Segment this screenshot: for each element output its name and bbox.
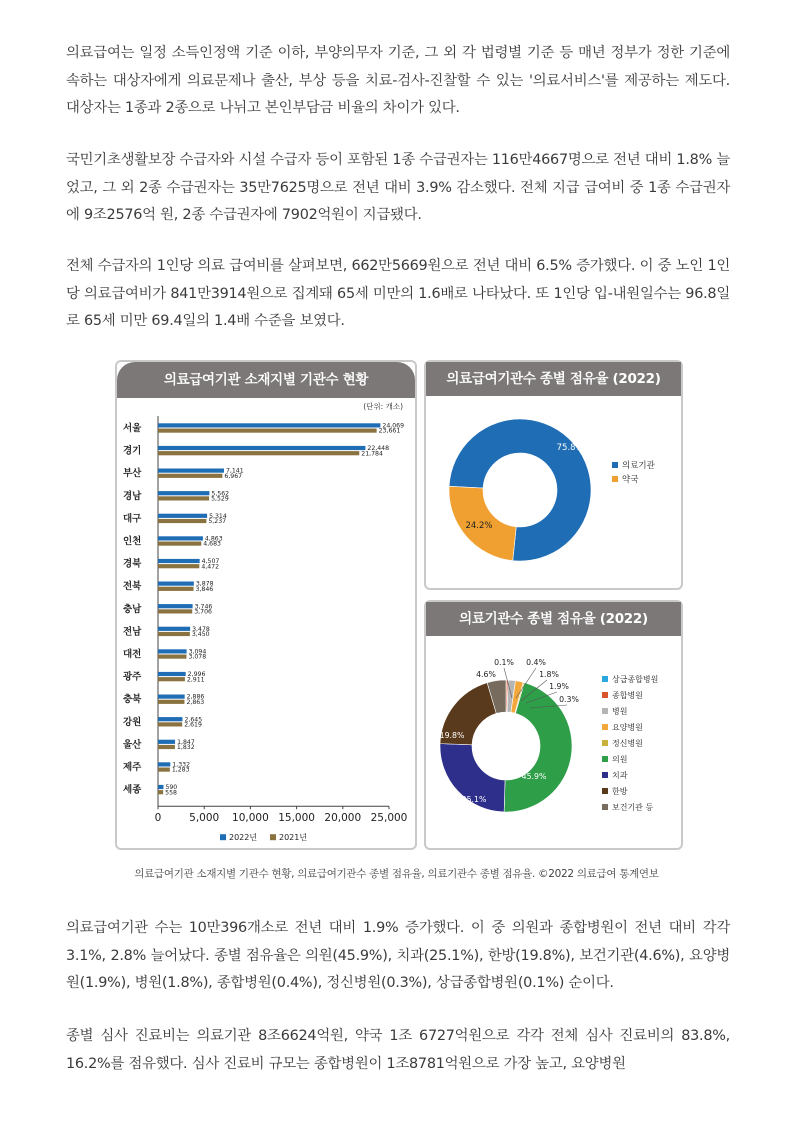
donut-2-legend-label: 요양병원 — [612, 723, 643, 732]
bar-value-label: 1,283 — [171, 766, 190, 774]
bar-2022 — [158, 582, 194, 586]
bar-value-label: 2,911 — [186, 676, 205, 684]
bar-value-label: 7,141 — [225, 467, 244, 475]
bar-2021 — [158, 429, 377, 433]
bar-2021 — [158, 790, 163, 794]
bar-value-label: 4,472 — [201, 563, 220, 571]
donut-2-legend-label: 보건기관 등 — [612, 803, 654, 812]
bar-category-label: 부산 — [123, 468, 142, 480]
donut-2-value-label: 0.3% — [559, 695, 579, 704]
paragraph-recipients: 국민기초생활보장 수급자와 시설 수급자 등이 포함된 1종 수급권자는 116만4667명으로 전년 대비 1.8% 늘었고, 그 외 2종 수급권자는 35만7625명으로 전년 대비 3.9% 감소했다. 전체 지급 급여비 중 1종 수급권자에 9조2576억 원, 2종 수급권자에 7902억원이 지급됐다. — [66, 152, 730, 223]
bar-value-label: 3,078 — [188, 653, 207, 661]
donut-2-legend-swatch — [602, 676, 608, 682]
bar-2021 — [158, 632, 190, 636]
bar-2021 — [158, 677, 185, 681]
bar-2021 — [158, 542, 201, 546]
bar-value-label: 3,878 — [195, 580, 214, 588]
bar-2022 — [158, 469, 224, 473]
bar-category-label: 충남 — [123, 603, 142, 615]
bar-2022 — [158, 627, 190, 631]
bar-category-label: 제주 — [123, 762, 142, 773]
donut-chart-panel-1 — [424, 360, 683, 590]
bar-category-label: 강원 — [123, 716, 142, 728]
bar-value-label: 590 — [165, 784, 178, 792]
donut-2-legend-swatch — [602, 692, 608, 698]
donut-2-legend-swatch — [602, 804, 608, 810]
bar-2021 — [158, 496, 209, 500]
bar-value-label: 4,863 — [204, 535, 223, 543]
bar-value-label: 23,661 — [378, 427, 401, 435]
donut-2-legend-label: 치과 — [612, 771, 628, 780]
donut-2-value-label: 1.8% — [539, 670, 559, 679]
bar-2021 — [158, 700, 184, 704]
donut-2-legend-swatch — [602, 772, 608, 778]
bar-value-label: 2,645 — [184, 716, 203, 724]
legend-swatch-2021 — [270, 834, 276, 840]
bar-chart — [117, 362, 415, 848]
x-tick-label: 20,000 — [324, 812, 362, 825]
bar-2021 — [158, 474, 222, 478]
donut-2-legend-label: 한방 — [612, 787, 628, 796]
bar-2022 — [158, 536, 203, 540]
donut-1-legend-swatch — [612, 462, 618, 468]
donut-2-value-label: 19.8% — [439, 731, 465, 740]
legend-swatch-2022 — [220, 834, 226, 840]
donut-1-value-label: 75.8% — [556, 443, 584, 454]
bar-category-label: 광주 — [123, 671, 142, 683]
donut-chart-1-title: 의료급여기관수 종별 점유율 (2022) — [426, 362, 681, 396]
bar-value-label: 5,237 — [208, 518, 227, 526]
bar-category-label: 경북 — [123, 558, 142, 570]
bar-category-label: 충북 — [123, 694, 142, 706]
donut-2-legend-swatch — [602, 756, 608, 762]
donut-1-value-label: 24.2% — [465, 521, 493, 532]
bar-value-label: 558 — [165, 789, 177, 797]
bar-value-label: 5,314 — [209, 512, 227, 520]
bar-value-label: 22,448 — [367, 445, 390, 453]
bar-value-label: 3,094 — [188, 648, 207, 656]
bar-value-label: 3,746 — [194, 603, 213, 611]
bar-2021 — [158, 609, 192, 613]
bar-2022 — [158, 649, 187, 653]
bar-2021 — [158, 587, 194, 591]
bar-2022 — [158, 446, 365, 450]
donut-2-legend-label: 상급종합병원 — [612, 675, 659, 684]
donut-1-legend-swatch — [612, 476, 618, 482]
donut-2-value-label: 45.9% — [521, 772, 547, 781]
bar-value-label: 3,706 — [194, 608, 212, 616]
bar-category-label: 전북 — [123, 581, 142, 593]
bar-value-label: 2,619 — [184, 721, 202, 729]
bar-category-label: 대전 — [123, 649, 142, 660]
bar-2021 — [158, 722, 182, 726]
bar-2022 — [158, 672, 186, 676]
bar-category-label: 인천 — [123, 536, 142, 547]
bar-2022 — [158, 762, 170, 766]
paragraph-review-costs: 종별 심사 진료비는 의료기관 8조6624억원, 약국 1조 6727억원으로 각각 전체 심사 진료비의 83.8%, 16.2%를 점유했다. 심사 진료비 규모는 종합병원이 1조8781억원으로 가장 높고, 요양병원 — [66, 1028, 730, 1072]
bar-value-label: 4,507 — [201, 558, 220, 566]
bar-2022 — [158, 695, 185, 699]
bar-value-label: 2,996 — [187, 671, 206, 679]
bar-2021 — [158, 451, 359, 455]
legend-label-2021: 2021년 — [279, 833, 308, 843]
bar-chart-panel — [115, 360, 417, 850]
paragraph-per-capita: 전체 수급자의 1인당 의료 급여비를 살펴보면, 662만5669원으로 전년 대비 6.5% 증가했다. 이 중 노인 1인당 의료급여비가 841만3914원으로 집계돼 65세 미만의 1.6배로 나타났다. 또 1인당 입-내원일수는 96.8일로 65세 미만 69.4일의 1.4배 수준을 보였다. — [66, 258, 730, 329]
bar-value-label: 3,478 — [192, 625, 210, 633]
donut-1-legend-label: 의료기관 — [622, 461, 655, 471]
x-tick-label: 10,000 — [232, 812, 269, 825]
bar-value-label: 2,886 — [186, 693, 205, 701]
donut-2-legend-swatch — [602, 740, 608, 746]
bar-value-label: 3,846 — [195, 585, 214, 593]
donut-chart-1 — [426, 362, 681, 588]
donut-2-value-label: 0.4% — [526, 658, 546, 667]
donut-2-legend-label: 병원 — [612, 707, 628, 716]
donut-2-legend-swatch — [602, 708, 608, 714]
x-tick-label: 5,000 — [189, 812, 220, 825]
bar-value-label: 21,784 — [361, 450, 383, 458]
bar-2022 — [158, 423, 380, 427]
bar-category-label: 세종 — [123, 784, 142, 796]
bar-category-label: 경남 — [123, 490, 142, 502]
bar-2022 — [158, 604, 193, 608]
bar-2021 — [158, 655, 186, 659]
bar-value-label: 5,529 — [211, 495, 229, 503]
bar-2021 — [158, 768, 170, 772]
donut-chart-2-title: 의료기관수 종별 점유율 (2022) — [426, 602, 681, 636]
x-tick-label: 0 — [154, 812, 162, 825]
donut-2-legend-swatch — [602, 724, 608, 730]
donut-2-value-label: 4.6% — [476, 670, 496, 679]
bar-2022 — [158, 717, 182, 721]
donut-2-legend-label: 정신병원 — [612, 739, 643, 748]
bar-2021 — [158, 564, 199, 568]
bar-value-label: 2,863 — [186, 698, 205, 706]
x-tick-label: 25,000 — [370, 812, 408, 825]
bar-value-label: 1,832 — [176, 744, 195, 752]
bar-value-label: 6,967 — [224, 472, 243, 480]
bar-value-label: 4,683 — [203, 540, 221, 548]
bar-2022 — [158, 491, 209, 495]
bar-category-label: 서울 — [123, 423, 142, 434]
donut-chart-2 — [426, 602, 681, 848]
x-tick-label: 15,000 — [278, 812, 315, 825]
donut-2-legend-label: 종합병원 — [612, 691, 643, 700]
bar-category-label: 대구 — [123, 513, 142, 525]
bar-category-label: 전남 — [123, 626, 142, 638]
bar-2022 — [158, 740, 175, 744]
paragraph-intro: 의료급여는 일정 소득인정액 기준 이하, 부양의무자 기준, 그 외 각 법령별 기준 등 매년 정부가 정한 기준에 속하는 대상자에게 의료문제나 출산, 부상 등을 치료-검사-진찰할 수 있는 '의료서비스'를 제공하는 제도다. 대상자는 1종과 2종으로 나뉘고 본인부담금 비율의 차이가 있다. — [66, 45, 730, 116]
donut-2-value-label: 25.1% — [461, 795, 487, 804]
bar-value-label: 5,562 — [211, 490, 230, 498]
bar-2022 — [158, 514, 207, 518]
bar-2021 — [158, 519, 206, 523]
bar-value-label: 24,069 — [382, 422, 405, 430]
bar-category-label: 경기 — [123, 445, 142, 457]
bar-category-label: 울산 — [123, 739, 142, 751]
bar-2022 — [158, 785, 163, 789]
bar-chart-title: 의료급여기관 소재지별 기관수 현황 — [117, 362, 415, 398]
donut-2-value-label: 0.1% — [494, 658, 514, 667]
donut-2-legend-swatch — [602, 788, 608, 794]
bar-2022 — [158, 559, 200, 563]
bar-2021 — [158, 745, 175, 749]
bar-value-label: 1,847 — [177, 738, 195, 746]
figure-caption: 의료급여기관 소재지별 기관수 현황, 의료급여기관수 종별 점유율, 의료기관수 종별 점유율. ©2022 의료급여 통계연보 — [134, 868, 659, 880]
bar-value-label: 1,332 — [172, 761, 191, 769]
paragraph-institutions: 의료급여기관 수는 10만396개소로 전년 대비 1.9% 증가했다. 이 중 의원과 종합병원이 전년 대비 각각 3.1%, 2.8% 늘어났다. 종별 점유율은 의원(45.9%), 치과(25.1%), 한방(19.8%), 보건기관(4.6%), 요양병원(1.9%), 병원(1.8%), 종합병원(0.4%), 정신병원(0.3%), 상급종합병원(0.1%) 순이다. — [66, 920, 730, 991]
legend-label-2022: 2022년 — [229, 833, 258, 843]
donut-2-legend-label: 의원 — [612, 755, 628, 764]
donut-2-value-label: 1.9% — [549, 682, 569, 691]
donut-chart-panel-2 — [424, 600, 683, 850]
bar-chart-unit-label: (단위: 개소) — [363, 402, 403, 411]
donut-1-legend-label: 약국 — [622, 475, 639, 485]
bar-value-label: 3,450 — [191, 631, 210, 639]
